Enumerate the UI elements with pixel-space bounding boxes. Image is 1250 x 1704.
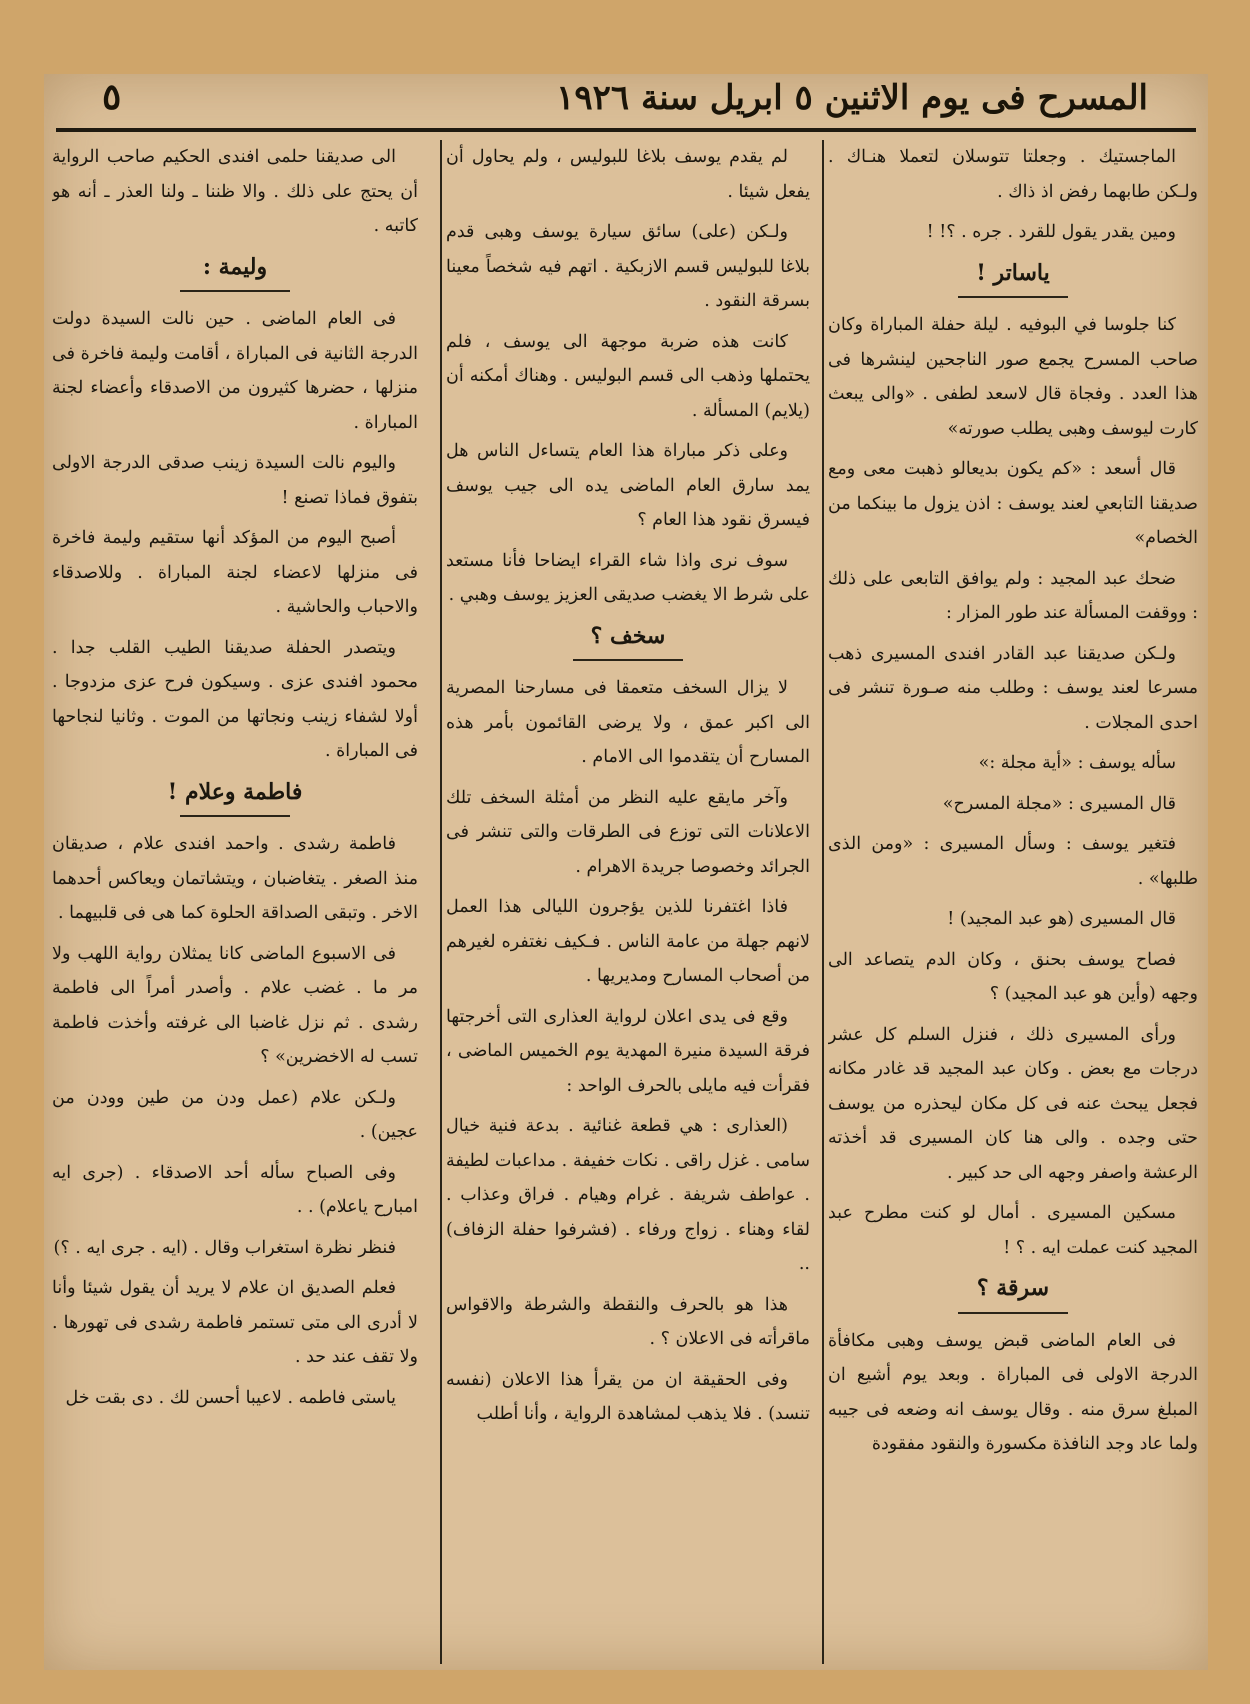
paragraph: وآخر مايقع عليه النظر من أمثلة السخف تلك الاعلانات التى توزع فى الطرقات والتى تنشر فى الجرائد وخصوصا جريدة الاهرام . — [446, 787, 810, 877]
paragraph: فى الاسبوع الماضى كانا يمثلان رواية اللهب ولا مر ما . غضب علام . وأصدر أمراً الى فاطمة رشدى . ثم نزل غاضبا الى غرفته وأخذت فاطمة تسب له الاخضرين» ؟ — [52, 943, 418, 1067]
column-middle — [446, 140, 810, 1664]
section-divider — [180, 815, 290, 817]
paragraph: وقع فى يدى اعلان لرواية العذارى التى أخرجتها فرقة السيدة منيرة المهدية يوم الخميس الماضى ، فقرأت فيه مايلى بالحرف الواحد : — [446, 1006, 810, 1096]
paragraph: كانت هذه ضربة موجهة الى يوسف ، فلم يحتملها وذهب الى قسم البوليس . وهناك أمكنه أن (يلايم) المسألة . — [446, 331, 810, 421]
paragraph: ولـكن صديقنا عبد القادر افندى المسيرى ذهب مسرعا لعند يوسف : وطلب منه صـورة تنشر فى احدى المجلات . — [828, 643, 1198, 733]
paragraph: (العذارى : هي قطعة غنائية . بدعة فنية خيال سامى . غزل راقى . نكات خفيفة . مداعبات لطيفة . عواطف شريفة . غرام وهيام . فراق وعذاب . لقاء وهناء . زواج ورفاء . (فشرفوا حفلة الزفاف) .. — [446, 1116, 810, 1274]
paragraph: ورأى المسيرى ذلك ، فنزل السلم كل عشر درجات مع بعض . وكان عبد المجيد قد غادر مكانه فجعل يبحث عنه فى كل مكان ليحذره من يوسف حتى وجده . والى هنا كان المسيرى قد أخذته الرعشة واصفر وجهه الى حد كبير . — [828, 1024, 1198, 1183]
column-divider — [822, 140, 824, 1664]
paragraph: لا يزال السخف متعمقا فى مسارحنا المصرية الى اكبر عمق ، ولا يرضى القائمون بأمر هذه المسارح أن يتقدموا الى الامام . — [446, 678, 810, 767]
paragraph: ولـكن (على) سائق سيارة يوسف وهبى قدم بلاغا للبوليس قسم الازبكية . اتهم فيه شخصاً معينا بسرقة النقود . — [446, 222, 810, 311]
paragraph: أصبح اليوم من المؤكد أنها ستقيم وليمة فاخرة فى منزلها لاعضاء لجنة المباراة . وللاصدقاء والاحباب والحاشية . — [52, 528, 418, 617]
paragraph: لم يقدم يوسف بلاغا للبوليس ، ولم يحاول أن يفعل شيئا . — [446, 147, 810, 202]
paragraph: فنظر نظرة استغراب وقال . (ايه . جرى ايه . ؟) — [53, 1237, 396, 1258]
paragraph: فعلم الصديق ان علام لا يريد أن يقول شيئا وأنا لا أدرى الى متى تستمر فاطمة رشدى فى تهورها . ولا تقف عند حد . — [52, 1278, 418, 1367]
paragraph: قال المسيرى (هو عبد المجيد) ! — [947, 909, 1176, 929]
section-heading: فاطمة وعلام ! — [167, 778, 303, 805]
paragraph: سوف نرى واذا شاء القراء ايضاحا فأنا مستعد على شرط الا يغضب صديقى العزيز يوسف وهبي . — [446, 550, 810, 605]
paragraph: قال أسعد : «كم يكون بديعالو ذهبت معى ومع صديقنا التابعي لعند يوسف : اذن يزول ما بينكما من الخصام» — [828, 459, 1198, 548]
header-rule — [56, 128, 1196, 132]
paragraph: وفى الصباح سأله أحد الاصدقاء . (جرى ايه امبارح ياعلام) . . — [52, 1162, 418, 1217]
paragraph: مسكين المسيرى . أمال لو كنت مطرح عبد المجيد كنت عملت ايه . ؟ ! — [828, 1203, 1198, 1258]
column-left — [52, 140, 418, 1664]
paragraph: فصاح يوسف بحنق ، وكان الدم يتصاعد الى وجهه (وأين هو عبد المجيد) ؟ — [828, 949, 1198, 1004]
paragraph: فاذا اغتفرنا للذين يؤجرون الليالى هذا العمل لانهم جهلة من عامة الناس . فـكيف نغتفره لغيرهم من أصحاب المسارح ومديريها . — [446, 897, 810, 986]
section-divider — [958, 296, 1068, 298]
paragraph: وعلى ذكر مباراة هذا العام يتساءل الناس هل يمد سارق العام الماضى يده الى جيب يوسف فيسرق نقود هذا العام ؟ — [446, 441, 810, 530]
paragraph: الى صديقنا حلمى افندى الحكيم صاحب الرواية أن يحتج على ذلك . والا ظننا ـ ولنا العذر ـ أنه هو كاتبه . — [52, 147, 418, 236]
paragraph: قال المسيرى : «مجلة المسرح» — [942, 793, 1176, 814]
section-divider — [573, 659, 683, 661]
paragraph: ضحك عبد المجيد : ولم يوافق التابعى على ذلك : ووقفت المسألة عند طور المزار : — [828, 568, 1198, 623]
paragraph: كنا جلوسا في البوفيه . ليلة حفلة المباراة وكان صاحب المسرح يجمع صور الناجحين لينشرها فى هذا العدد . وفجاة قال لاسعد لطفى . «والى يبعث كارت ليوسف وهبى يطلب صورته» — [828, 315, 1198, 439]
page-title: المسرح فى يوم الاثنين ٥ ابريل سنة ١٩٢٦ — [556, 78, 1148, 118]
page-number: ٥ — [102, 76, 122, 118]
paragraph: فاطمة رشدى . واحمد افندى علام ، صديقان منذ الصغر . يتغاضبان ، ويتشاتمان ويعاكس أحدهما الاخر . وتبقى الصداقة الحلوة كما هى فى قلبيهما . — [52, 834, 418, 923]
paragraph: هذا هو بالحرف والنقطة والشرطة والاقواس ماقرأته فى الاعلان ؟ . — [446, 1294, 810, 1349]
masthead — [44, 74, 1208, 126]
section-divider — [180, 290, 290, 292]
paragraph: سأله يوسف : «أية مجلة :» — [978, 753, 1176, 773]
section-divider — [958, 1312, 1068, 1314]
paragraph: فتغير يوسف : وسأل المسيرى : «ومن الذى طلبها» . — [828, 834, 1198, 889]
paragraph: واليوم نالت السيدة زينب صدقى الدرجة الاولى بتفوق فماذا تصنع ! — [52, 453, 418, 508]
section-heading: ياساتر ! — [976, 259, 1050, 286]
paragraph: الماجستيك . وجعلتا تتوسلان لتعملا هنـاك . ولـكن طابهما رفض اذ ذاك . — [828, 147, 1198, 202]
paragraph: فى العام الماضى قبض يوسف وهبى مكافأة الدرجة الاولى فى المباراة . وبعد يوم أشيع ان المبلغ سرق منه . وقال يوسف انه وضعه فى جيبه ولما عاد وجد النافذة مكسورة والنقود مفقودة — [828, 1330, 1198, 1454]
paragraph: ومين يقدر يقول للقرد . جره . ؟! ! — [926, 222, 1176, 242]
paragraph: ياستى فاطمه . لاعيبا أحسن لك . دى بقت خل — [65, 1387, 396, 1408]
section-heading: سرقة ؟ — [976, 1275, 1050, 1301]
paragraph: ويتصدر الحفلة صديقنا الطيب القلب جدا . محمود افندى عزى . وسيكون فرح عزى مزدوجا . أولا لشفاء زينب ونجاتها من الموت . وثانيا لنجاحها فى المباراة . — [52, 637, 418, 761]
column-divider — [440, 140, 442, 1664]
paragraph: فى العام الماضى . حين نالت السيدة دولت الدرجة الثانية فى المباراة ، أقامت وليمة فاخرة فى منزلها ، حضرها كثيرون من الاصدقاء وأعضاء لجنة المباراة . — [52, 309, 418, 433]
column-right — [828, 140, 1198, 1664]
paragraph: وفى الحقيقة ان من يقرأ هذا الاعلان (نفسه تنسد) . فلا يذهب لمشاهدة الرواية ، وأنا أطلب — [446, 1369, 810, 1424]
paragraph: ولـكن علام (عمل ودن من طين وودن من عجين) . — [52, 1087, 418, 1142]
newspaper-page — [44, 74, 1208, 1670]
section-heading: وليمة : — [202, 253, 268, 280]
section-heading: سخف ؟ — [590, 622, 666, 649]
